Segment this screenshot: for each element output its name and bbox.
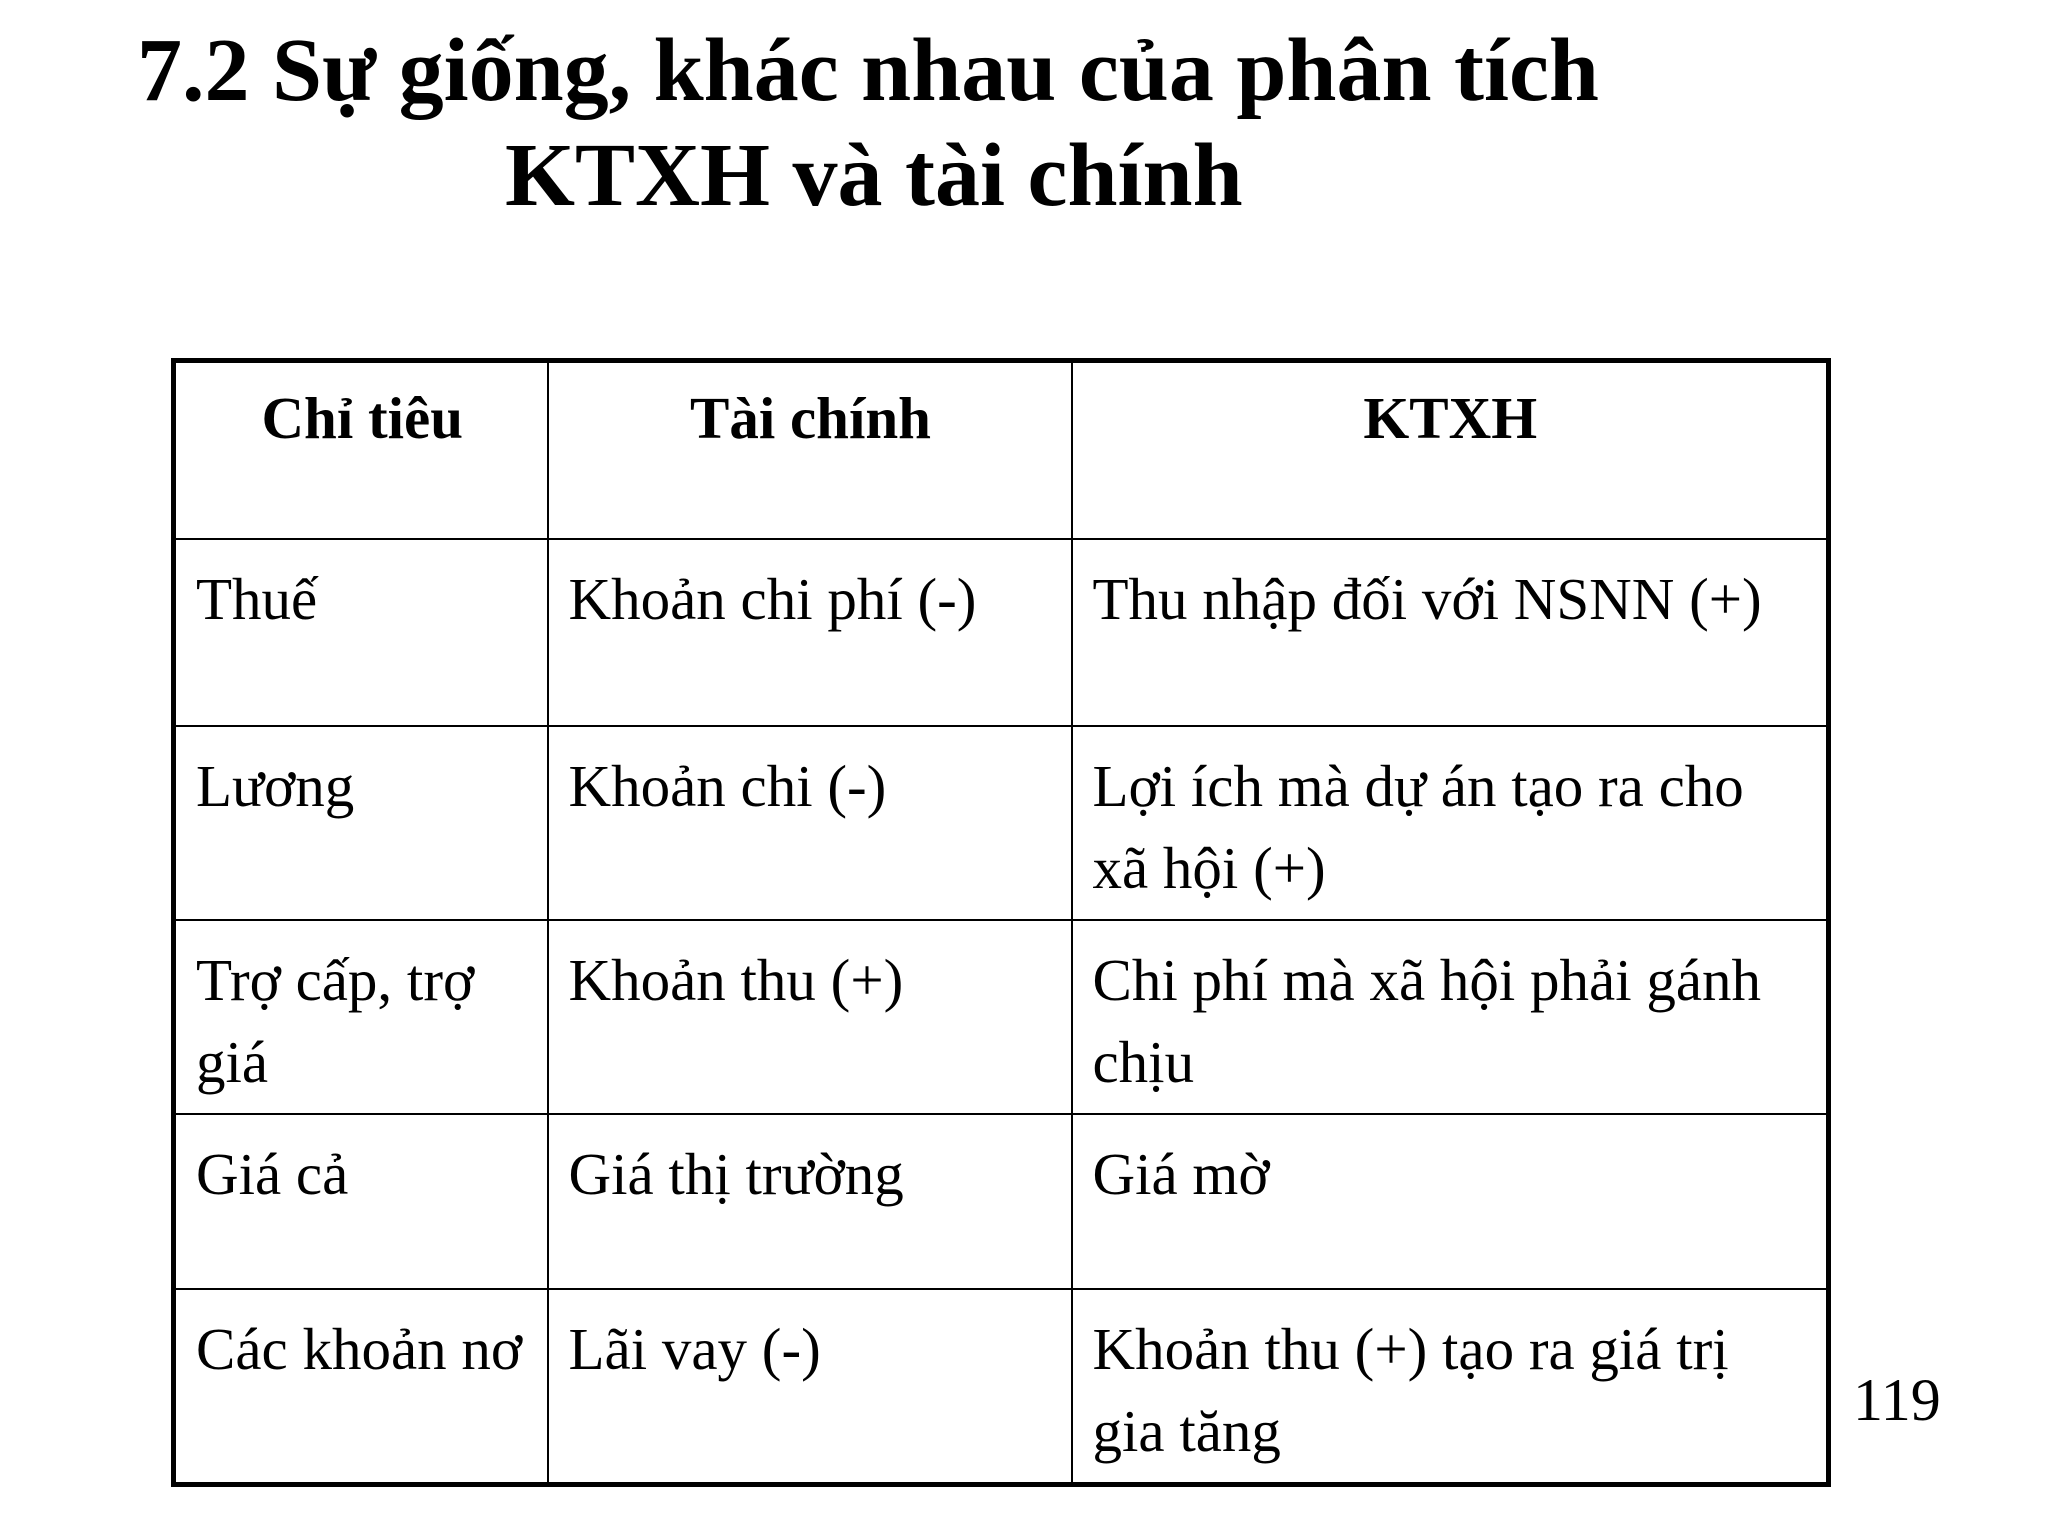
header-tai-chinh: Tài chính xyxy=(548,361,1072,539)
cell-criterion: Lương xyxy=(174,726,548,920)
table-row xyxy=(174,539,1829,726)
header-ktxh: KTXH xyxy=(1072,361,1829,539)
comparison-table xyxy=(171,358,1831,1487)
table-row xyxy=(174,1289,1829,1485)
cell-criterion: Trợ cấp, trợ giá xyxy=(174,920,548,1114)
table-header-row xyxy=(174,361,1829,539)
cell-socioeconomic: Khoản thu (+) tạo ra giá trị gia tăng xyxy=(1072,1289,1829,1485)
slide-title-line-1: 7.2 Sự giống, khác nhau của phân tích xyxy=(137,21,1599,120)
cell-financial: Khoản thu (+) xyxy=(548,920,1072,1114)
cell-socioeconomic: Chi phí mà xã hội phải gánh chịu xyxy=(1072,920,1829,1114)
cell-financial: Lãi vay (-) xyxy=(548,1289,1072,1485)
slide-title-line-2: KTXH và tài chính xyxy=(505,126,1243,225)
cell-financial: Khoản chi (-) xyxy=(548,726,1072,920)
table-row xyxy=(174,1114,1829,1289)
table-row xyxy=(174,920,1829,1114)
cell-socioeconomic: Giá mờ xyxy=(1072,1114,1829,1289)
header-chi-tieu: Chỉ tiêu xyxy=(174,361,548,539)
cell-criterion: Giá cả xyxy=(174,1114,548,1289)
table-row xyxy=(174,726,1829,920)
slide-title xyxy=(0,18,2048,228)
cell-socioeconomic: Thu nhập đối với NSNN (+) xyxy=(1072,539,1829,726)
cell-financial: Giá thị trường xyxy=(548,1114,1072,1289)
cell-financial: Khoản chi phí (-) xyxy=(548,539,1072,726)
page-number: 119 xyxy=(1853,1367,1941,1433)
cell-criterion: Các khoản nơ xyxy=(174,1289,548,1485)
cell-criterion: Thuế xyxy=(174,539,548,726)
cell-socioeconomic: Lợi ích mà dự án tạo ra cho xã hội (+) xyxy=(1072,726,1829,920)
